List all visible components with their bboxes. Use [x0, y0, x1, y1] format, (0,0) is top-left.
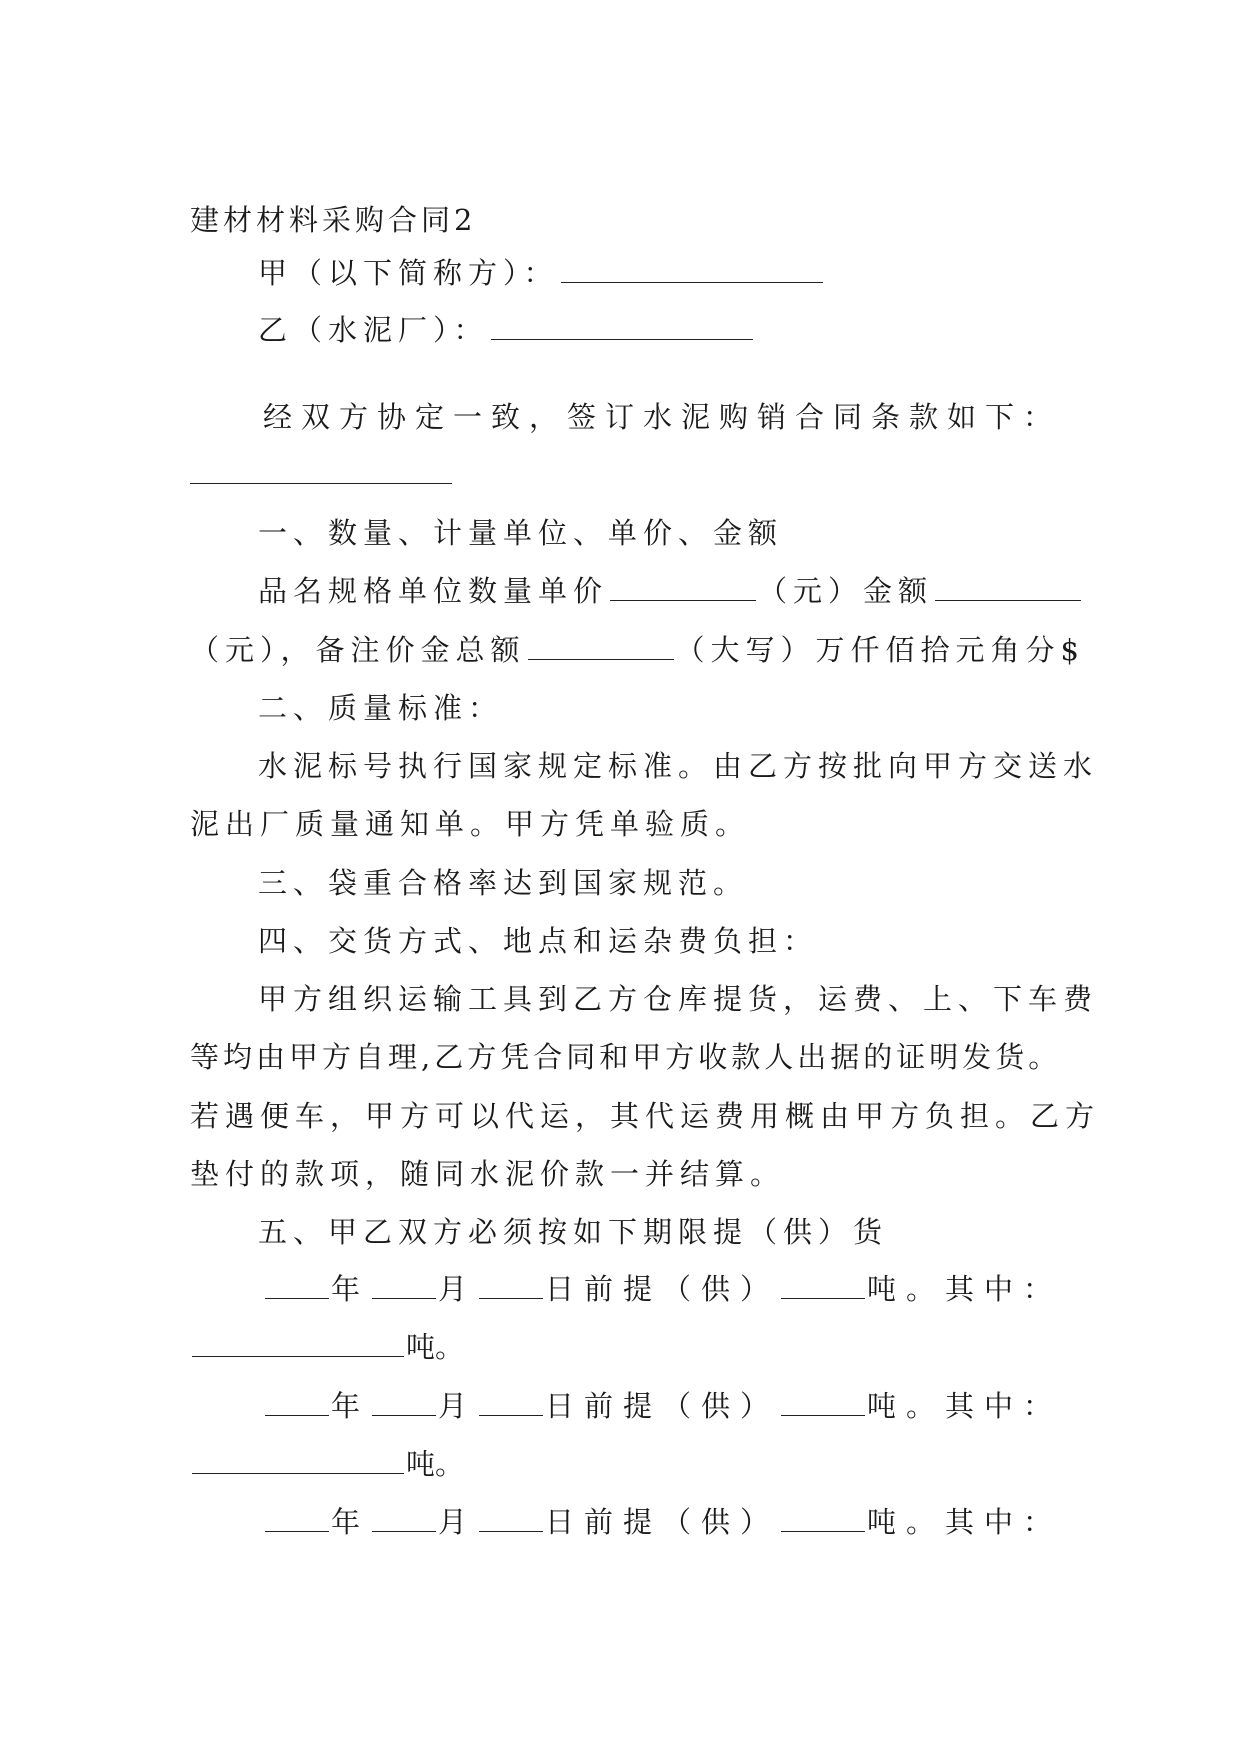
month-label: 月 [438, 1389, 478, 1423]
month-blank [372, 1505, 436, 1532]
day-blank [479, 1389, 543, 1416]
party-a-line [258, 253, 825, 293]
tons-among-label: 吨。其中： [867, 1389, 1063, 1423]
year-blank [265, 1505, 329, 1532]
year-label: 年 [331, 1389, 371, 1423]
party-b-label: 乙（水泥厂）： [258, 313, 489, 347]
sub-tons-blank [192, 1447, 404, 1474]
intro-blank [190, 483, 452, 484]
month-blank [372, 1272, 436, 1299]
delivery-line-4: 垫付的款项，随同水泥价款一并结算。 [190, 1157, 786, 1191]
tons-end-label: 吨。 [406, 1447, 465, 1481]
day-label: 日前提（供） [545, 1272, 780, 1306]
month-blank [372, 1389, 436, 1416]
sub-tons-blank [192, 1330, 404, 1357]
intro-text: 经双方协定一致，签订水泥购销合同条款如下： [263, 400, 1062, 434]
party-a-label: 甲（以下简称方）： [258, 256, 559, 290]
delivery-line-1: 甲方组织运输工具到乙方仓库提货，运费、上、下车费 [258, 982, 1099, 1016]
schedule-row-1 [263, 1269, 1062, 1309]
year-label: 年 [331, 1272, 371, 1306]
year-blank [265, 1272, 329, 1299]
price-line-1 [258, 571, 1083, 611]
day-blank [479, 1272, 543, 1299]
tons-blank [781, 1272, 865, 1299]
quality-line-1: 水泥标号执行国家规定标准。由乙方按批向甲方交送水 [258, 749, 1099, 783]
quality-line-2: 泥出厂质量通知单。甲方凭单验质。 [190, 807, 751, 841]
price-line-2 [190, 630, 1085, 670]
month-label: 月 [438, 1505, 478, 1539]
party-b-line [258, 310, 755, 350]
price-line-2-text-b: （大写）万仟佰拾元角分$ [675, 633, 1085, 667]
price-line-1-text-b: （元）金额 [758, 574, 934, 608]
total-amount-blank [528, 633, 674, 660]
unit-price-blank [610, 574, 756, 601]
section1-heading: 一、数量、计量单位、单价、金额 [258, 516, 784, 550]
day-label: 日前提（供） [545, 1505, 780, 1539]
day-blank [479, 1505, 543, 1532]
tons-blank [781, 1389, 865, 1416]
section3-heading: 三、袋重合格率达到国家规范。 [258, 866, 749, 900]
tons-among-label: 吨。其中： [867, 1505, 1063, 1539]
party-b-blank [491, 313, 753, 340]
schedule-row-1-cont [190, 1327, 464, 1367]
section4-heading: 四、交货方式、地点和运杂费负担： [258, 924, 819, 958]
party-a-blank [561, 256, 823, 283]
amount-blank [935, 574, 1081, 601]
section5-heading: 五、甲乙双方必须按如下期限提（供）货 [258, 1215, 889, 1249]
price-line-1-text-a: 品名规格单位数量单价 [258, 574, 609, 608]
delivery-line-2: 等均由甲方自理,乙方凭合同和甲方收款人出据的证明发货。 [190, 1040, 1062, 1074]
day-label: 日前提（供） [545, 1389, 780, 1423]
schedule-row-2 [263, 1386, 1062, 1426]
schedule-row-3 [263, 1502, 1062, 1542]
month-label: 月 [438, 1272, 478, 1306]
year-label: 年 [331, 1505, 371, 1539]
document-title: 建材材料采购合同2 [190, 203, 477, 237]
year-blank [265, 1389, 329, 1416]
price-line-2-text-a: （元），备注价金总额 [190, 633, 526, 667]
delivery-line-3: 若遇便车，甲方可以代运，其代运费用概由甲方负担。乙方 [190, 1099, 1101, 1133]
section2-heading: 二、质量标准： [258, 691, 504, 725]
tons-blank [781, 1505, 865, 1532]
tons-end-label: 吨。 [406, 1330, 465, 1364]
tons-among-label: 吨。其中： [867, 1272, 1063, 1306]
schedule-row-2-cont [190, 1444, 464, 1484]
